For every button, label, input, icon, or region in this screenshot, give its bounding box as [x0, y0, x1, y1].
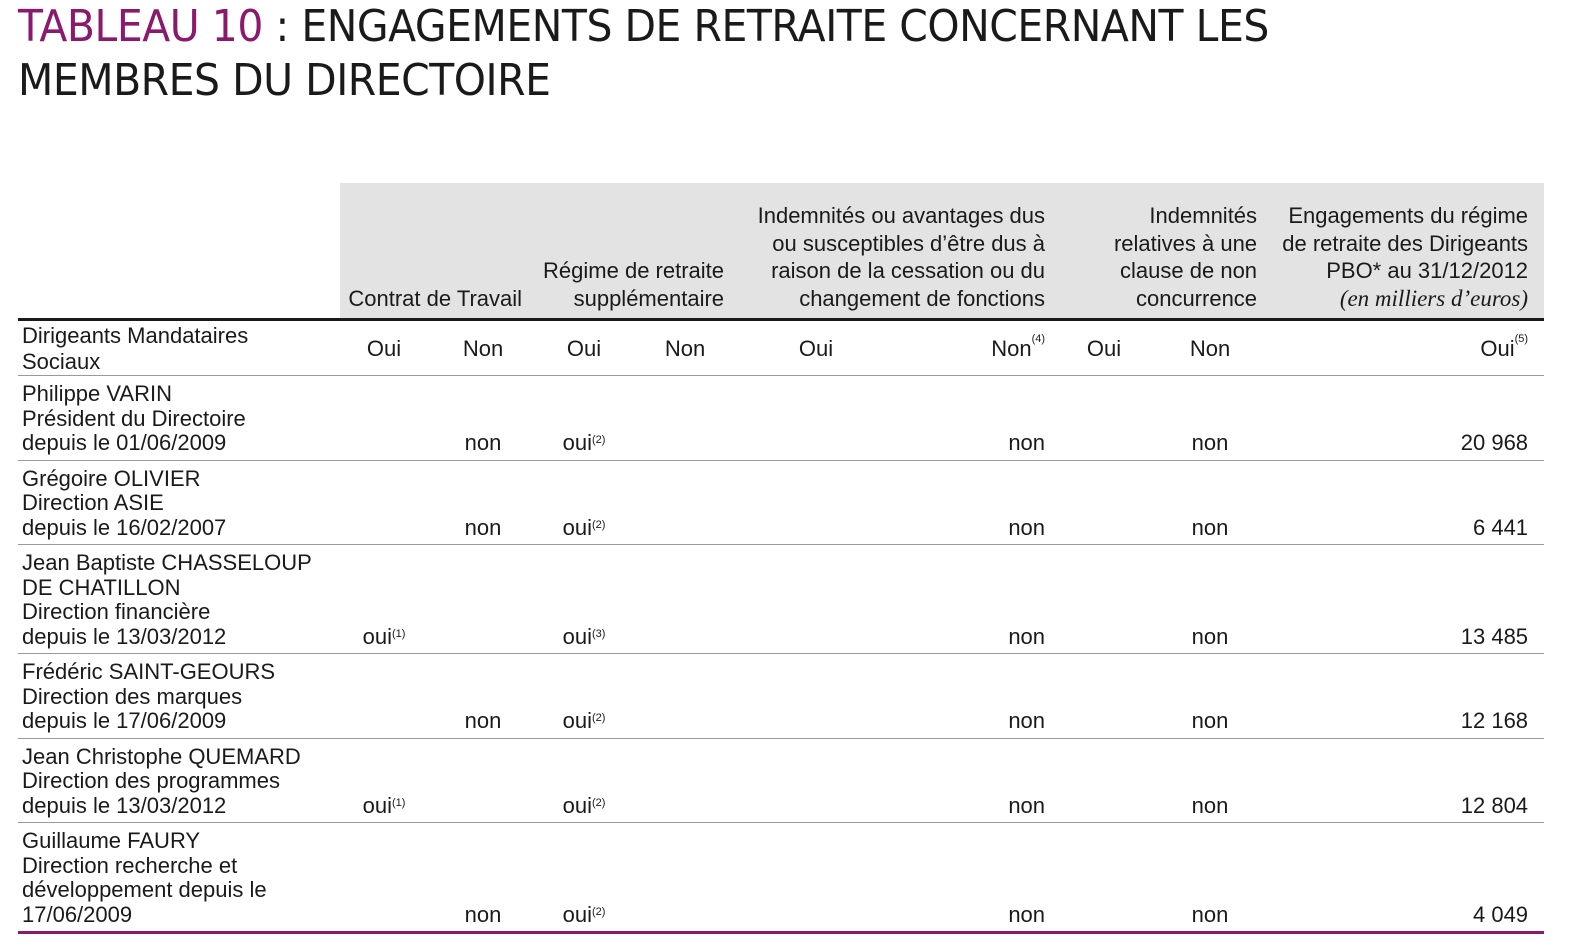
subheader-note-4: (4): [1031, 333, 1046, 345]
regime-oui-cell-note: (2): [591, 712, 606, 724]
subheader-contrat-non: Non: [440, 320, 538, 376]
clause-non-cell: [1159, 654, 1273, 739]
contrat-non-cell-value: non: [464, 514, 502, 540]
dirigeant-line: Direction ASIE: [22, 490, 164, 515]
subheader-regime-oui: Oui: [538, 320, 642, 376]
contrat-non-cell: [440, 376, 538, 461]
subheader-regime-non: Non: [642, 320, 740, 376]
page-title: [18, 0, 1450, 108]
header-blank: [18, 183, 340, 320]
clause-non-cell-value: non: [1191, 708, 1229, 733]
dirigeant-line: depuis le 17/06/2009: [22, 708, 227, 733]
title-text: : ENGAGEMENTS DE RETRAITE CONCERNANT LES MEMBRES DU DIRECTOIRE: [18, 1, 1269, 106]
dirigeant-line: Frédéric SAINT-GEOURS: [22, 659, 276, 684]
regime-oui-cell: [538, 376, 642, 461]
header-regime: Régime de retraite supplémentaire: [538, 183, 740, 320]
regime-non-cell: [642, 376, 740, 461]
pbo-cell: [1273, 738, 1544, 823]
indem-non-cell-value: non: [1008, 792, 1046, 818]
header-indemnites: Indemnités ou avantages dus ou susceptibles d’être dus à raison de la cessation ou du changement de fonctions: [740, 183, 1061, 320]
retirement-table: [18, 183, 1544, 934]
indem-oui-cell: [740, 654, 904, 739]
dirigeant-line: Guillaume FAURY: [22, 828, 201, 853]
group-header-row: [18, 183, 1544, 320]
contrat-oui-cell: [340, 545, 440, 654]
clause-non-cell: [1159, 738, 1273, 823]
dirigeant-line: Jean Christophe QUEMARD: [22, 743, 301, 769]
header-engagements-unit: (en milliers d’euros): [1339, 285, 1529, 311]
clause-non-cell: [1159, 460, 1273, 545]
pbo-cell-value: 13 485: [1460, 623, 1529, 649]
contrat-non-cell-value: non: [464, 901, 502, 927]
sub-header-row: [18, 320, 1544, 376]
dirigeant-cell: [18, 460, 340, 545]
clause-oui-cell: [1061, 823, 1159, 933]
indem-non-cell: [904, 545, 1061, 654]
regime-oui-cell-value: oui: [562, 623, 592, 649]
table-row: [18, 545, 1544, 654]
dirigeant-line: depuis le 13/03/2012: [22, 623, 227, 649]
regime-oui-cell-value: oui: [562, 792, 592, 818]
regime-oui-cell: [538, 545, 642, 654]
subheader-contrat-oui: Oui: [340, 320, 440, 376]
pbo-cell-value: 6 441: [1472, 514, 1529, 540]
regime-oui-cell-note: (2): [591, 905, 606, 918]
pbo-cell-value: 12 168: [1460, 708, 1529, 733]
clause-non-cell: [1159, 376, 1273, 461]
indem-non-cell-value: non: [1008, 430, 1046, 455]
dirigeant-cell: [18, 376, 340, 461]
contrat-oui-cell-value: oui: [362, 792, 392, 818]
regime-oui-cell-value: oui: [562, 514, 592, 540]
clause-oui-cell: [1061, 545, 1159, 654]
dirigeant-cell: [18, 654, 340, 739]
header-contrat: Contrat de Travail: [340, 183, 538, 320]
contrat-oui-cell: [340, 738, 440, 823]
indem-non-cell: [904, 460, 1061, 545]
contrat-non-cell: [440, 738, 538, 823]
indem-oui-cell: [740, 376, 904, 461]
contrat-oui-cell-value: oui: [362, 623, 392, 649]
dirigeant-cell: [18, 545, 340, 654]
header-engagements: [1273, 183, 1544, 320]
contrat-non-cell-value: non: [464, 430, 502, 455]
table-row: [18, 738, 1544, 823]
contrat-non-cell: [440, 545, 538, 654]
indem-non-cell: [904, 654, 1061, 739]
subheader-indem-oui: Oui: [740, 320, 904, 376]
dirigeant-line: Direction financière: [22, 599, 211, 624]
header-engagements-label: Engagements du régime de retraite des Dirigeants PBO* au 31/12/2012: [1282, 203, 1529, 283]
regime-oui-cell-note: (2): [591, 796, 606, 809]
dirigeant-line: Direction recherche et: [22, 852, 238, 878]
dirigeant-line: Direction des marques: [22, 683, 243, 709]
indem-non-cell: [904, 738, 1061, 823]
contrat-non-cell: [440, 823, 538, 933]
contrat-oui-cell: [340, 376, 440, 461]
indem-non-cell-value: non: [1008, 901, 1046, 927]
pbo-cell-value: 4 049: [1472, 901, 1529, 927]
indem-non-cell: [904, 376, 1061, 461]
contrat-oui-cell: [340, 823, 440, 933]
clause-non-cell: [1159, 823, 1273, 933]
regime-oui-cell-note: (2): [591, 434, 606, 446]
pbo-cell-value: 20 968: [1460, 430, 1529, 455]
dirigeant-line: DE CHATILLON: [22, 574, 181, 600]
regime-oui-cell-note: (3): [591, 627, 606, 640]
subheader-clause-non: Non: [1159, 320, 1273, 376]
clause-oui-cell: [1061, 654, 1159, 739]
regime-oui-cell-value: oui: [562, 901, 592, 927]
indem-oui-cell: [740, 823, 904, 933]
dirigeant-line: 17/06/2009: [22, 901, 133, 927]
pbo-cell: [1273, 823, 1544, 933]
subheader-note-5: (5): [1514, 333, 1529, 345]
regime-non-cell: [642, 738, 740, 823]
title-prefix: TABLEAU 10: [18, 1, 263, 52]
clause-non-cell-value: non: [1191, 514, 1229, 540]
contrat-oui-cell-note: (1): [391, 627, 406, 640]
pbo-cell: [1273, 545, 1544, 654]
pbo-cell: [1273, 460, 1544, 545]
contrat-non-cell-value: non: [464, 708, 502, 733]
indem-oui-cell: [740, 460, 904, 545]
contrat-oui-cell: [340, 460, 440, 545]
pbo-cell: [1273, 654, 1544, 739]
regime-non-cell: [642, 545, 740, 654]
clause-oui-cell: [1061, 460, 1159, 545]
regime-oui-cell: [538, 823, 642, 933]
table-body: [18, 376, 1544, 933]
indem-non-cell-value: non: [1008, 514, 1046, 540]
contrat-non-cell: [440, 654, 538, 739]
table-row: [18, 460, 1544, 545]
clause-non-cell-value: non: [1191, 901, 1229, 927]
indem-oui-cell: [740, 545, 904, 654]
retirement-table-container: [18, 183, 1544, 934]
pbo-cell: [1273, 376, 1544, 461]
subheader-pbo-oui-label: Oui: [1480, 336, 1515, 361]
table-row: [18, 654, 1544, 739]
dirigeant-line: Jean Baptiste CHASSELOUP: [22, 550, 312, 575]
contrat-non-cell: [440, 460, 538, 545]
header-clause: Indemnités relatives à une clause de non concurrence: [1061, 183, 1273, 320]
subheader-first: Dirigeants Mandataires Sociaux: [18, 320, 340, 376]
table-row: [18, 376, 1544, 461]
indem-non-cell-value: non: [1008, 623, 1046, 649]
regime-oui-cell: [538, 738, 642, 823]
dirigeant-line: Président du Directoire: [22, 405, 246, 431]
dirigeant-line: Direction des programmes: [22, 768, 280, 793]
dirigeant-line: depuis le 16/02/2007: [22, 514, 227, 540]
regime-oui-cell: [538, 460, 642, 545]
pbo-cell-value: 12 804: [1460, 792, 1529, 818]
table-row: [18, 823, 1544, 933]
clause-non-cell-value: non: [1191, 623, 1229, 649]
subheader-indem-non-label: Non: [991, 336, 1032, 361]
regime-oui-cell-value: oui: [562, 708, 592, 733]
clause-non-cell-value: non: [1191, 792, 1229, 818]
dirigeant-cell: [18, 823, 340, 933]
indem-non-cell-value: non: [1008, 708, 1046, 733]
contrat-oui-cell-note: (1): [391, 796, 406, 809]
clause-non-cell-value: non: [1191, 430, 1229, 455]
dirigeant-line: Philippe VARIN: [22, 381, 172, 406]
subheader-indem-non: [904, 320, 1061, 376]
regime-non-cell: [642, 460, 740, 545]
dirigeant-line: depuis le 01/06/2009: [22, 430, 227, 455]
clause-oui-cell: [1061, 738, 1159, 823]
regime-non-cell: [642, 654, 740, 739]
regime-oui-cell: [538, 654, 642, 739]
contrat-oui-cell: [340, 654, 440, 739]
clause-non-cell: [1159, 545, 1273, 654]
dirigeant-line: développement depuis le: [22, 877, 267, 902]
subheader-clause-oui: Oui: [1061, 320, 1159, 376]
indem-non-cell: [904, 823, 1061, 933]
regime-non-cell: [642, 823, 740, 933]
dirigeant-line: Grégoire OLIVIER: [22, 465, 201, 491]
dirigeant-line: depuis le 13/03/2012: [22, 792, 227, 818]
regime-oui-cell-note: (2): [591, 518, 606, 531]
indem-oui-cell: [740, 738, 904, 823]
dirigeant-cell: [18, 738, 340, 823]
clause-oui-cell: [1061, 376, 1159, 461]
regime-oui-cell-value: oui: [562, 430, 592, 455]
subheader-pbo-oui: [1273, 320, 1544, 376]
